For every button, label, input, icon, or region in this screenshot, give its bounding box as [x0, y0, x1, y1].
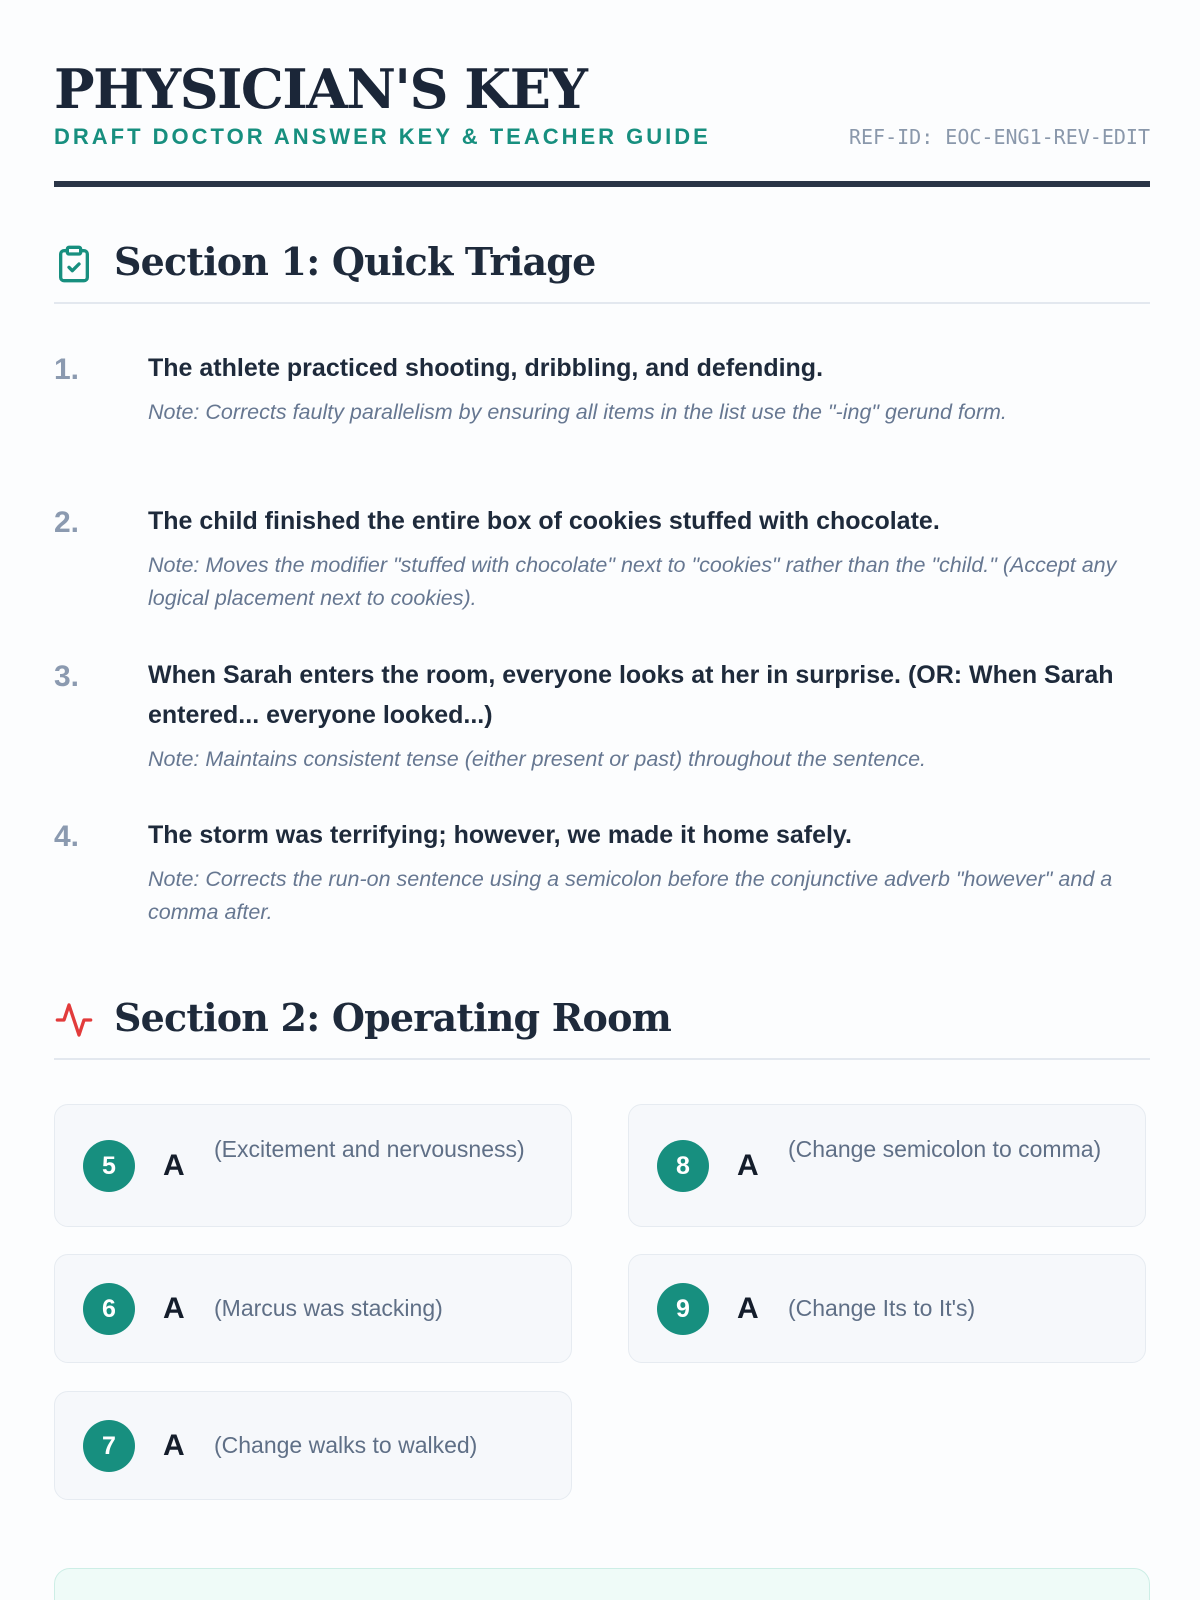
- answer-key-page: [54, 0, 1150, 1600]
- section-2-title: Section 2: Operating Room: [114, 995, 672, 1040]
- answer-explanation: (Change walks to walked): [214, 1432, 478, 1458]
- answer-letter: A: [737, 1149, 759, 1182]
- item-number: 2.: [54, 506, 80, 539]
- item-answer: The athlete practiced shooting, dribbling, and defending.: [148, 354, 824, 382]
- page-subtitle: DRAFT DOCTOR ANSWER KEY & TEACHER GUIDE: [54, 124, 711, 149]
- pulse-icon: [54, 1000, 94, 1040]
- question-number-badge: 8: [657, 1140, 709, 1192]
- item-note: Note: Moves the modifier "stuffed with chocolate" next to "cookies" rather than the "child." (Accept any logical placement next to cookies).: [148, 553, 1117, 610]
- question-number-badge: 6: [83, 1283, 135, 1335]
- item-answer: The child finished the entire box of cookies stuffed with chocolate.: [148, 507, 940, 535]
- item-note: Note: Corrects faulty parallelism by ensuring all items in the list use the "-ing" gerund form.: [148, 400, 1007, 424]
- answer-card-5: [54, 1104, 572, 1227]
- answer-card-6: [54, 1254, 572, 1363]
- item-answer: The storm was terrifying; however, we made it home safely.: [148, 821, 852, 849]
- question-number-badge: 5: [83, 1140, 135, 1192]
- answer-explanation: (Marcus was stacking): [214, 1295, 443, 1321]
- item-note: Note: Maintains consistent tense (either present or past) throughout the sentence.: [148, 747, 927, 771]
- clipboard-check-icon: [54, 244, 94, 284]
- section-1-title: Section 1: Quick Triage: [114, 239, 596, 284]
- item-answer: When Sarah enters the room, everyone looks at her in surprise. (OR: When Sarah entered... everyone looked...): [148, 661, 1114, 729]
- answer-explanation: (Change Its to It's): [788, 1295, 976, 1321]
- question-number-badge: 9: [657, 1283, 709, 1335]
- header-divider: [54, 181, 1150, 187]
- section-1-heading: [54, 234, 1150, 304]
- answer-letter: A: [163, 1292, 185, 1325]
- answer-letter: A: [163, 1429, 185, 1462]
- answer-card-7: [54, 1391, 572, 1500]
- answer-card-9: [628, 1254, 1146, 1363]
- item-note: Note: Corrects the run-on sentence using a semicolon before the conjunctive adverb "however" and a comma after.: [148, 867, 1113, 924]
- answer-letter: A: [163, 1149, 185, 1182]
- item-number: 1.: [54, 353, 80, 386]
- answer-explanation: (Excitement and nervousness): [214, 1136, 525, 1162]
- section-2-heading: [54, 990, 1150, 1060]
- item-number: 3.: [54, 660, 80, 693]
- question-number-badge: 7: [83, 1420, 135, 1472]
- answer-explanation: (Change semicolon to comma): [788, 1136, 1102, 1162]
- answer-card-8: [628, 1104, 1146, 1227]
- reference-id: REF-ID: EOC-ENG1-REV-EDIT: [848, 125, 1150, 149]
- answer-letter: A: [737, 1292, 759, 1325]
- teacher-note-callout: [54, 1568, 1150, 1600]
- item-number: 4.: [54, 820, 80, 853]
- page-title: PHYSICIAN'S KEY: [54, 57, 587, 121]
